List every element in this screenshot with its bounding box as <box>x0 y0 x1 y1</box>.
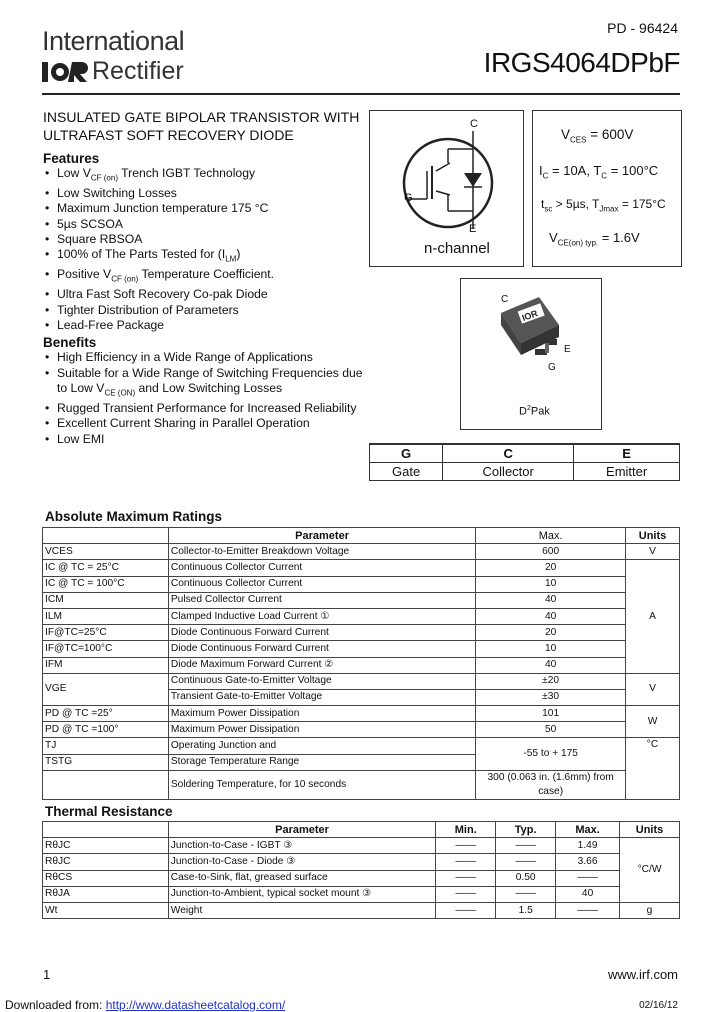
table-row: IF@TC=100°C Diode Continuous Forward Current 10 <box>43 641 680 657</box>
benefit-item: • Low EMI <box>43 432 363 447</box>
table-row: PD @ TC =100° Maximum Power Dissipation 50 <box>43 722 680 738</box>
feature-item: • Tighter Distribution of Parameters <box>43 303 363 318</box>
table-row: RθJC Junction-to-Case - IGBT ③ —— —— 1.49 °C/W <box>43 838 680 854</box>
benefit-item: • High Efficiency in a Wide Range of Applications <box>43 350 363 365</box>
amr-header-symbol <box>43 528 169 544</box>
feature-item: • Lead-Free Package <box>43 318 363 333</box>
logo-international: International <box>42 26 185 56</box>
symbol-g-label: G <box>404 192 413 204</box>
table-row: PD @ TC =25° Maximum Power Dissipation 101 W <box>43 706 680 722</box>
table-row: TJ Operating Junction and -55 to + 175 °C <box>43 738 680 754</box>
amr-header-row <box>43 528 680 544</box>
spec-ic: $I_C = 10A$, $T_C = 100^\circ C$ <box>539 163 659 181</box>
thermal-header-min: Min. <box>436 822 496 838</box>
feature-item: • 5µs SCSOA <box>43 217 363 232</box>
table-row: RθJC Junction-to-Case - Diode ③ —— —— 3.66 <box>43 854 680 870</box>
benefit-item: • Excellent Current Sharing in Parallel Operation <box>43 416 363 431</box>
thermal-header-typ: Typ. <box>496 822 556 838</box>
table-row: ICM Pulsed Collector Current 40 <box>43 592 680 608</box>
feature-item: • Square RBSOA <box>43 232 363 247</box>
table-row: VCES Collector-to-Emitter Breakdown Voltage 600 V <box>43 544 680 560</box>
table-row: Soldering Temperature, for 10 seconds 300 (0.063 in. (1.6mm) from case) <box>43 770 680 799</box>
pin-name-gate: Gate <box>370 463 443 481</box>
feature-item: • 100% of The Parts Tested for $(I_{LM})$ <box>43 247 363 267</box>
amr-header-parameter: Parameter <box>168 528 475 544</box>
igbt-symbol-box <box>369 110 524 267</box>
benefits-heading: Benefits <box>43 335 97 351</box>
feature-item: • Positive $V_{CF (on)}$ Temperature Coefficient. <box>43 267 363 287</box>
pin-header-e: E <box>574 444 680 463</box>
table-row: ILM Clamped Inductive Load Current ① 40 <box>43 608 680 624</box>
symbol-e-label: E <box>469 223 477 235</box>
header-rule <box>42 93 680 95</box>
document-title: INSULATED GATE BIPOLAR TRANSISTOR WITH ULTRAFAST SOFT RECOVERY DIODE <box>43 109 360 143</box>
features-heading: Features <box>43 151 100 166</box>
feature-item: • Ultra Fast Soft Recovery Co-pak Diode <box>43 287 363 302</box>
feature-item: • Low $V_{CF (on)}$ Trench IGBT Technology <box>43 166 363 186</box>
features-section <box>43 151 363 447</box>
spec-vce-on: $V_{CE(on) typ.} = 1.6V$ <box>549 230 640 248</box>
page-number: 1 <box>43 967 51 982</box>
channel-label: n-channel <box>424 240 490 257</box>
table-row: TSTG Storage Temperature Range <box>43 754 680 770</box>
thermal-header-units: Units <box>620 822 680 838</box>
package-box <box>460 278 602 430</box>
features-list <box>43 166 363 333</box>
thermal-title: Thermal Resistance <box>45 804 173 819</box>
table-row: IF@TC=25°C Diode Continuous Forward Current 20 <box>43 625 680 641</box>
spec-vces: $V_{CES} = 600V$ <box>561 127 634 145</box>
key-specs-box <box>532 110 682 267</box>
pin-header-c: C <box>443 444 574 463</box>
table-row: RθCS Case-to-Sink, flat, greased surface —— 0.50 —— <box>43 870 680 886</box>
spec-tsc: $t_{sc} > 5\mu s$, $T_{Jmax} = 175^\circ C$ <box>541 197 666 214</box>
thermal-table <box>42 821 680 919</box>
pd-number: PD - 96424 <box>607 20 678 36</box>
amr-unit-amps: A <box>626 560 680 673</box>
table-row: IFM Diode Maximum Forward Current ② 40 <box>43 657 680 673</box>
pin-header-g: G <box>370 444 443 463</box>
benefit-item: • Rugged Transient Performance for Increased Reliability <box>43 401 363 416</box>
footer-site: www.irf.com <box>607 967 678 982</box>
feature-item: • Low Switching Losses <box>43 186 363 201</box>
d2pak-package-icon <box>461 279 601 389</box>
thermal-header-symbol <box>43 822 169 838</box>
benefits-list <box>43 350 363 447</box>
thermal-header-max: Max. <box>556 822 620 838</box>
pkg-g-label: G <box>548 362 556 373</box>
table-row: VGE Continuous Gate-to-Emitter Voltage ±20 V <box>43 673 680 689</box>
table-row: Transient Gate-to-Emitter Voltage ±30 <box>43 689 680 705</box>
logo-rectifier <box>42 57 184 86</box>
download-link[interactable]: http://www.datasheetcatalog.com/ <box>105 998 286 1012</box>
part-number: IRGS4064DPbF <box>483 47 680 78</box>
download-notice <box>5 998 285 1012</box>
ior-logo-icon <box>42 61 88 83</box>
amr-table <box>42 527 680 800</box>
thermal-header-row <box>43 822 680 838</box>
package-name: $D^2Pak$ <box>519 405 550 418</box>
table-row: RθJA Junction-to-Ambient, typical socket mount ③ —— —— 40 <box>43 886 680 902</box>
table-row: IC @ TC = 100°C Continuous Collector Current 10 <box>43 576 680 592</box>
table-row: Wt Weight —— 1.5 —— g <box>43 902 680 918</box>
download-prefix: Downloaded from: <box>5 998 106 1012</box>
svg-text:IOR: IOR <box>520 308 540 323</box>
pin-name-emitter: Emitter <box>574 463 680 481</box>
amr-title: Absolute Maximum Ratings <box>45 509 223 524</box>
pin-name-collector: Collector <box>443 463 574 481</box>
symbol-c-label: C <box>470 118 478 130</box>
footer-date: 02/16/12 <box>639 1000 678 1011</box>
table-row: IC @ TC = 25°C Continuous Collector Current 20 A <box>43 560 680 576</box>
pkg-e-label: E <box>564 344 571 355</box>
amr-header-units: Units <box>626 528 680 544</box>
pkg-c-label: C <box>501 294 509 305</box>
feature-item: • Maximum Junction temperature 175 °C <box>43 201 363 216</box>
thermal-header-parameter: Parameter <box>168 822 436 838</box>
pin-table <box>369 443 680 481</box>
amr-header-max: Max. <box>476 528 626 544</box>
logo-rectifier-text: Rectifier <box>92 57 184 85</box>
benefit-item: • Suitable for a Wide Range of Switching Frequencies due to Low $V_{CE (ON)}$ and Low Switching Losses <box>43 366 363 401</box>
